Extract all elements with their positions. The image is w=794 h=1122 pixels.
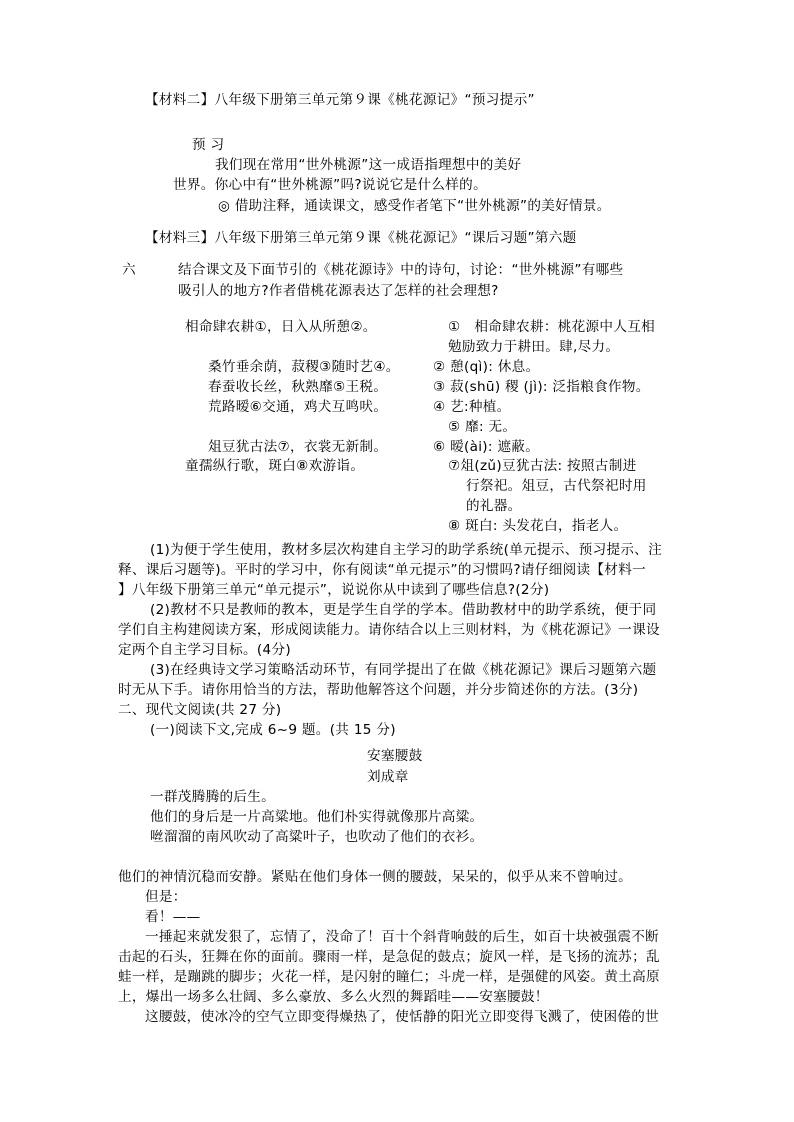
note-line: ⑧ 斑白: 头发花白，指老人。: [448, 518, 628, 534]
article-line: 他们的神情沉稳而安静。紧贴在他们身体一侧的腰鼓，呆呆的，似乎从来不曾响过。: [118, 869, 633, 885]
note-line: ③ 菽(shū) 稷 (jì): 泛指粮食作物。: [433, 379, 650, 395]
article-line: 看！——: [145, 909, 201, 925]
note-line: 的礼器。: [466, 498, 522, 514]
note-line: 勉励致力于耕田。肆,尽力。: [448, 339, 620, 355]
question-line: (3)在经典诗文学习策略活动环节，有同学提出了在做《桃花源记》课后习题第六题: [150, 662, 657, 678]
preview-text: 我们现在常用“世外桃源”这一成语指理想中的美好: [215, 157, 522, 173]
section-heading: 二、现代文阅读(共 27 分): [118, 702, 282, 718]
question-line: 时无从下手。请你用恰当的方法，帮助他解答这个问题，并分步简述你的方法。(3分): [118, 682, 639, 698]
article-line: 一群茂腾腾的后生。: [150, 789, 276, 805]
question-text: 吸引人的地方?作者借桃花源表达了怎样的社会理想?: [178, 283, 499, 299]
article-line: 他们的身后是一片高粱地。他们朴实得就像那片高粱。: [150, 809, 484, 825]
material2-heading: 【材料二】八年级下册第三单元第９课《桃花源记》“预习提示”: [145, 92, 535, 108]
question-line: (2)教材不只是教师的教本，更是学生自学的学本。借助教材中的助学系统，便于同: [150, 602, 657, 618]
poem-line: 相命肆农耕①，日入从所憩②。: [185, 319, 377, 335]
preview-text: 世界。你心中有“世外桃源”吗?说说它是什么样的。: [173, 177, 487, 193]
article-line: 蛙一样，是蹦跳的脚步；火花一样，是闪射的瞳仁；斗虎一样，是强健的风姿。黄土高原: [118, 969, 660, 985]
preview-label: 预 习: [192, 137, 225, 153]
note-line: ⑤ 靡: 无。: [448, 419, 517, 435]
article-line: 上，爆出一场多么壮阔、多么豪放、多么火烈的舞蹈哇——安塞腰鼓！: [118, 989, 549, 1005]
note-line: ⑥ 暧(ài): 遮蔽。: [433, 439, 540, 455]
question-line: 】八年级下册第三单元“单元提示”，说说你从中读到了哪些信息?(2分): [118, 582, 550, 598]
note-line: 行祭祀。俎豆，古代祭祀时用: [466, 478, 647, 494]
question-line: 定两个自主学习目标。(4分): [118, 642, 291, 658]
question-number: 六: [122, 262, 136, 278]
material3-heading: 【材料三】八年级下册第三单元第９课《桃花源记》“课后习题”第六题: [145, 230, 577, 246]
poem-line: 春蚕收长丝，秋熟靡⑤王税。: [208, 379, 388, 395]
preview-text: ◎ 借助注释，通读课文，感受作者笔下“世外桃源”的美好情景。: [218, 198, 611, 214]
article-line: 这腰鼓，使冰冷的空气立即变得燥热了，使恬静的阳光立即变得飞溅了，使困倦的世: [145, 1009, 660, 1025]
note-line: ① 相命肆农耕：桃花源中人互相: [448, 319, 655, 335]
note-line: ⑦俎(zǔ)豆犹古法: 按照古制进: [448, 458, 637, 474]
article-line: 咝溜溜的南风吹动了高粱叶子，也吹动了他们的衣衫。: [150, 829, 484, 845]
question-line: (1)为便于学生使用，教材多层次构建自主学习的助学系统(单元提示、预习提示、注: [150, 542, 663, 558]
question-line: 释、课后习题等)。平时的学习中，你有阅读“单元提示”的习惯吗?请仔细阅读【材料一: [118, 562, 646, 578]
note-line: ④ 艺:种植。: [433, 399, 511, 415]
article-author: 刘成章: [367, 769, 409, 785]
article-line: 击起的石头，狂舞在你的面前。骤雨一样，是急促的鼓点；旋风一样，是飞扬的流苏；乱: [118, 949, 660, 965]
note-line: ② 憩(qì): 休息。: [433, 359, 540, 375]
poem-line: 荒路暧⑥交通，鸡犬互鸣吠。: [208, 399, 388, 415]
poem-line: 童孺纵行歌，斑白⑧欢游诣。: [185, 458, 365, 474]
question-text: 结合课文及下面节引的《桃花源诗》中的诗句，讨论：“世外桃源”有哪些: [178, 262, 624, 278]
poem-line: 俎豆犹古法⑦，衣裳无新制。: [208, 439, 388, 455]
poem-line: 桑竹垂余荫，菽稷③随时艺④。: [208, 359, 400, 375]
article-line: 但是：: [145, 889, 187, 905]
section-subheading: (一)阅读下文,完成 6~9 题。(共 15 分): [150, 722, 396, 738]
article-line: 一捶起来就发狠了，忘情了，没命了！百十个斜背响鼓的后生，如百十块被强震不断: [145, 929, 660, 945]
article-title: 安塞腰鼓: [367, 748, 423, 764]
question-line: 学们自主构建阅读方案，形成阅读能力。请你结合以上三则材料，为《桃花源记》一课设: [118, 622, 660, 638]
